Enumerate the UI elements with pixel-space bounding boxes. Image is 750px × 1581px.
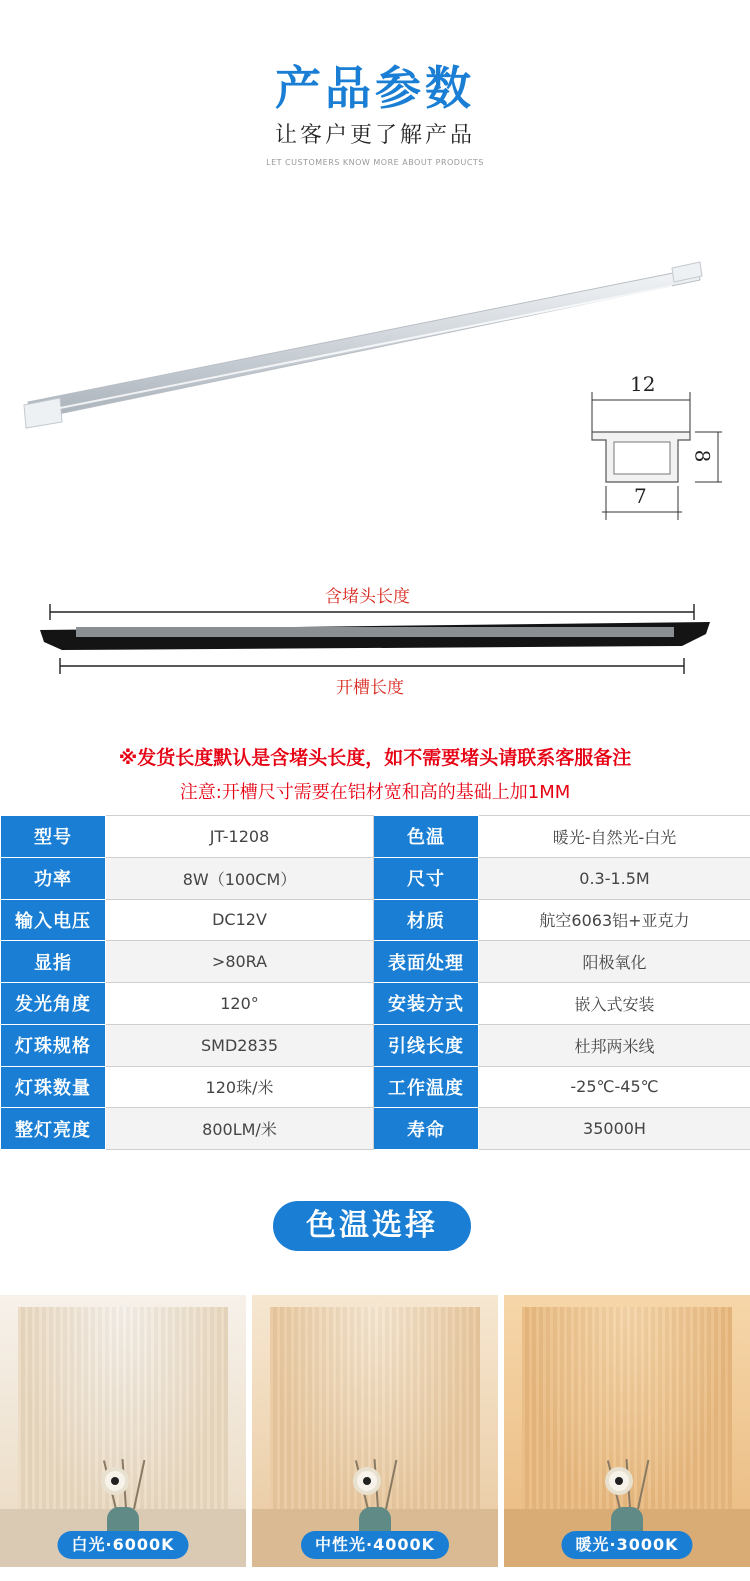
spec-key: 材质 (374, 899, 479, 941)
spec-row (1, 1066, 750, 1108)
dim-width-bottom: 7 (634, 484, 647, 508)
spec-row (1, 1024, 750, 1066)
spec-key: 功率 (1, 857, 106, 899)
color-temp-label: 中性光·4000K (301, 1531, 449, 1559)
spec-value: 0.3-1.5M (479, 857, 750, 899)
spec-value: 航空6063铝+亚克力 (479, 899, 750, 941)
spec-key: 表面处理 (374, 941, 479, 983)
page-header (0, 0, 750, 180)
spec-key: 型号 (1, 816, 106, 858)
spec-row (1, 983, 750, 1025)
spec-value: SMD2835 (106, 1024, 374, 1066)
spec-row (1, 816, 750, 858)
spec-value: 120° (106, 983, 374, 1025)
spec-key: 显指 (1, 941, 106, 983)
spec-value: 800LM/米 (106, 1108, 374, 1150)
dim-height: 8 (690, 449, 715, 463)
flower-icon (101, 1467, 129, 1495)
spec-value: -25℃-45℃ (479, 1066, 750, 1108)
product-image-area (0, 230, 750, 550)
spec-row (1, 899, 750, 941)
page-subtitle-en: LET CUSTOMERS KNOW MORE ABOUT PRODUCTS (266, 158, 484, 167)
flower-icon (353, 1467, 381, 1495)
spec-value: >80RA (106, 941, 374, 983)
color-temp-title: 色温选择 (273, 1201, 471, 1251)
spec-key: 色温 (374, 816, 479, 858)
shipping-notice: ※发货长度默认是含堵头长度，如不需要堵头请联系客服备注 (118, 747, 632, 769)
spec-value: JT-1208 (106, 816, 374, 858)
dim-width-top: 12 (630, 372, 656, 396)
spec-key: 整灯亮度 (1, 1108, 106, 1150)
flower-icon (605, 1467, 633, 1495)
color-temp-panels (0, 1295, 750, 1567)
color-temp-label: 白光·6000K (57, 1531, 188, 1559)
cross-section-diagram (580, 370, 730, 530)
page-title: 产品参数 (275, 61, 475, 115)
spec-key: 发光角度 (1, 983, 106, 1025)
spec-row (1, 941, 750, 983)
spec-row (1, 857, 750, 899)
spec-value: 嵌入式安装 (479, 983, 750, 1025)
slot-size-notice: 注意:开槽尺寸需要在铝材宽和高的基础上加1MM (179, 782, 571, 803)
spec-key: 灯珠数量 (1, 1066, 106, 1108)
spec-key: 寿命 (374, 1108, 479, 1150)
spec-key: 引线长度 (374, 1024, 479, 1066)
spec-key: 尺寸 (374, 857, 479, 899)
spec-value: DC12V (106, 899, 374, 941)
spec-value: 35000H (479, 1108, 750, 1150)
spec-value: 阳极氧化 (479, 941, 750, 983)
page-subtitle: 让客户更了解产品 (274, 123, 475, 148)
spec-key: 工作温度 (374, 1066, 479, 1108)
slot-length-label: 开槽长度 (336, 678, 404, 698)
spec-row (1, 1108, 750, 1150)
color-temp-panel (252, 1295, 498, 1567)
spec-value: 暖光-自然光-白光 (479, 816, 750, 858)
spec-key: 安装方式 (374, 983, 479, 1025)
spec-key: 灯珠规格 (1, 1024, 106, 1066)
color-temp-panel (504, 1295, 750, 1567)
color-temp-label: 暖光·3000K (561, 1531, 692, 1559)
spec-value: 杜邦两米线 (479, 1024, 750, 1066)
length-diagram (0, 570, 750, 710)
spec-key: 输入电压 (1, 899, 106, 941)
spec-value: 120珠/米 (106, 1066, 374, 1108)
spec-table (0, 815, 750, 1150)
color-temp-panel (0, 1295, 246, 1567)
spec-value: 8W（100CM） (106, 857, 374, 899)
length-with-cap-label: 含堵头长度 (325, 587, 410, 607)
